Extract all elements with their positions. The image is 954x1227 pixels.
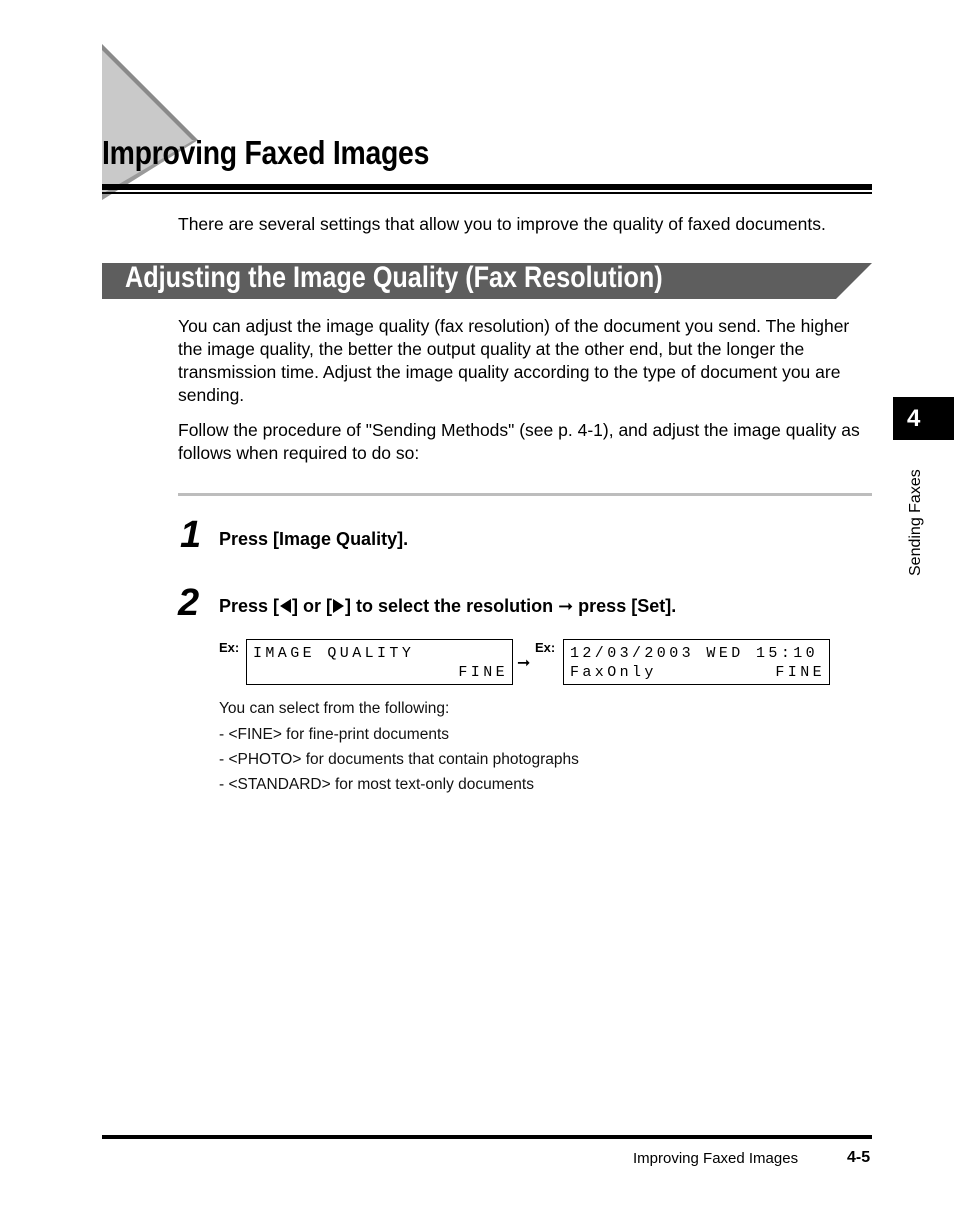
example-label: Ex: (219, 640, 240, 655)
lcd-line-2: FINE (458, 664, 508, 681)
list-item: - <PHOTO> for documents that contain photographs (219, 751, 579, 768)
lcd-display-standby (563, 639, 830, 685)
paragraph-text: Follow the procedure of "Sending Methods" (see p. 4-1), and adjust the image quality as follows when required to do so: (178, 420, 860, 463)
step-2-text-part: Press [ (219, 596, 280, 616)
footer-rule (102, 1135, 872, 1139)
step-2-number: 2 (178, 582, 200, 624)
chapter-number: 4 (907, 405, 921, 432)
step-2-text-part: ] or [ (292, 596, 333, 616)
page-title: Improving Faxed Images (102, 134, 430, 171)
chapter-side-label-text: Sending Faxes (907, 469, 924, 576)
chapter-triangle-decoration (102, 44, 202, 204)
list-item: - <FINE> for fine-print documents (219, 726, 450, 743)
step-1-text: Press [Image Quality]. (219, 529, 409, 549)
right-arrow-key-icon (333, 599, 344, 613)
example-label: Ex: (535, 640, 556, 655)
footer-page-number: 4-5 (847, 1149, 871, 1166)
options-intro: You can select from the following: (219, 700, 450, 717)
step-2-text-part: press [Set]. (573, 596, 677, 616)
lcd-line-1: IMAGE QUALITY (253, 645, 415, 662)
section-paragraph-1 (178, 315, 868, 407)
section-paragraph-2 (178, 419, 868, 465)
steps-divider (178, 493, 872, 496)
intro-paragraph: There are several settings that allow you to improve the quality of faxed documents. (178, 214, 826, 234)
lcd-mode-text: FaxOnly (570, 664, 657, 681)
step-1-number: 1 (180, 514, 202, 556)
footer-title: Improving Faxed Images (633, 1150, 799, 1167)
title-rule-thin (102, 192, 872, 194)
lcd-display-image-quality (246, 639, 513, 685)
options-list (219, 725, 579, 800)
paragraph-text: You can adjust the image quality (fax resolution) of the document you send. The higher the image quality, the better the output quality at the other end, but the longer the transmission time. Adjust the image quality according to the type of document you are sending. (178, 316, 850, 405)
left-arrow-key-icon (280, 599, 291, 613)
chapter-tab (893, 397, 954, 440)
then-arrow-icon: ➞ (558, 596, 574, 616)
title-rule (102, 184, 872, 190)
step-2-text (219, 596, 676, 617)
chapter-side-label (905, 448, 929, 578)
list-item: - <STANDARD> for most text-only documents (219, 776, 534, 793)
lcd-line-2 (570, 663, 825, 682)
lcd-resolution-text: FINE (775, 664, 825, 681)
step-2-text-part: ] to select the resolution (345, 596, 559, 616)
section-title: Adjusting the Image Quality (Fax Resolution) (125, 261, 663, 294)
next-arrow-icon: ➞ (517, 655, 531, 672)
lcd-line-1: 12/03/2003 WED 15:10 (570, 645, 819, 662)
